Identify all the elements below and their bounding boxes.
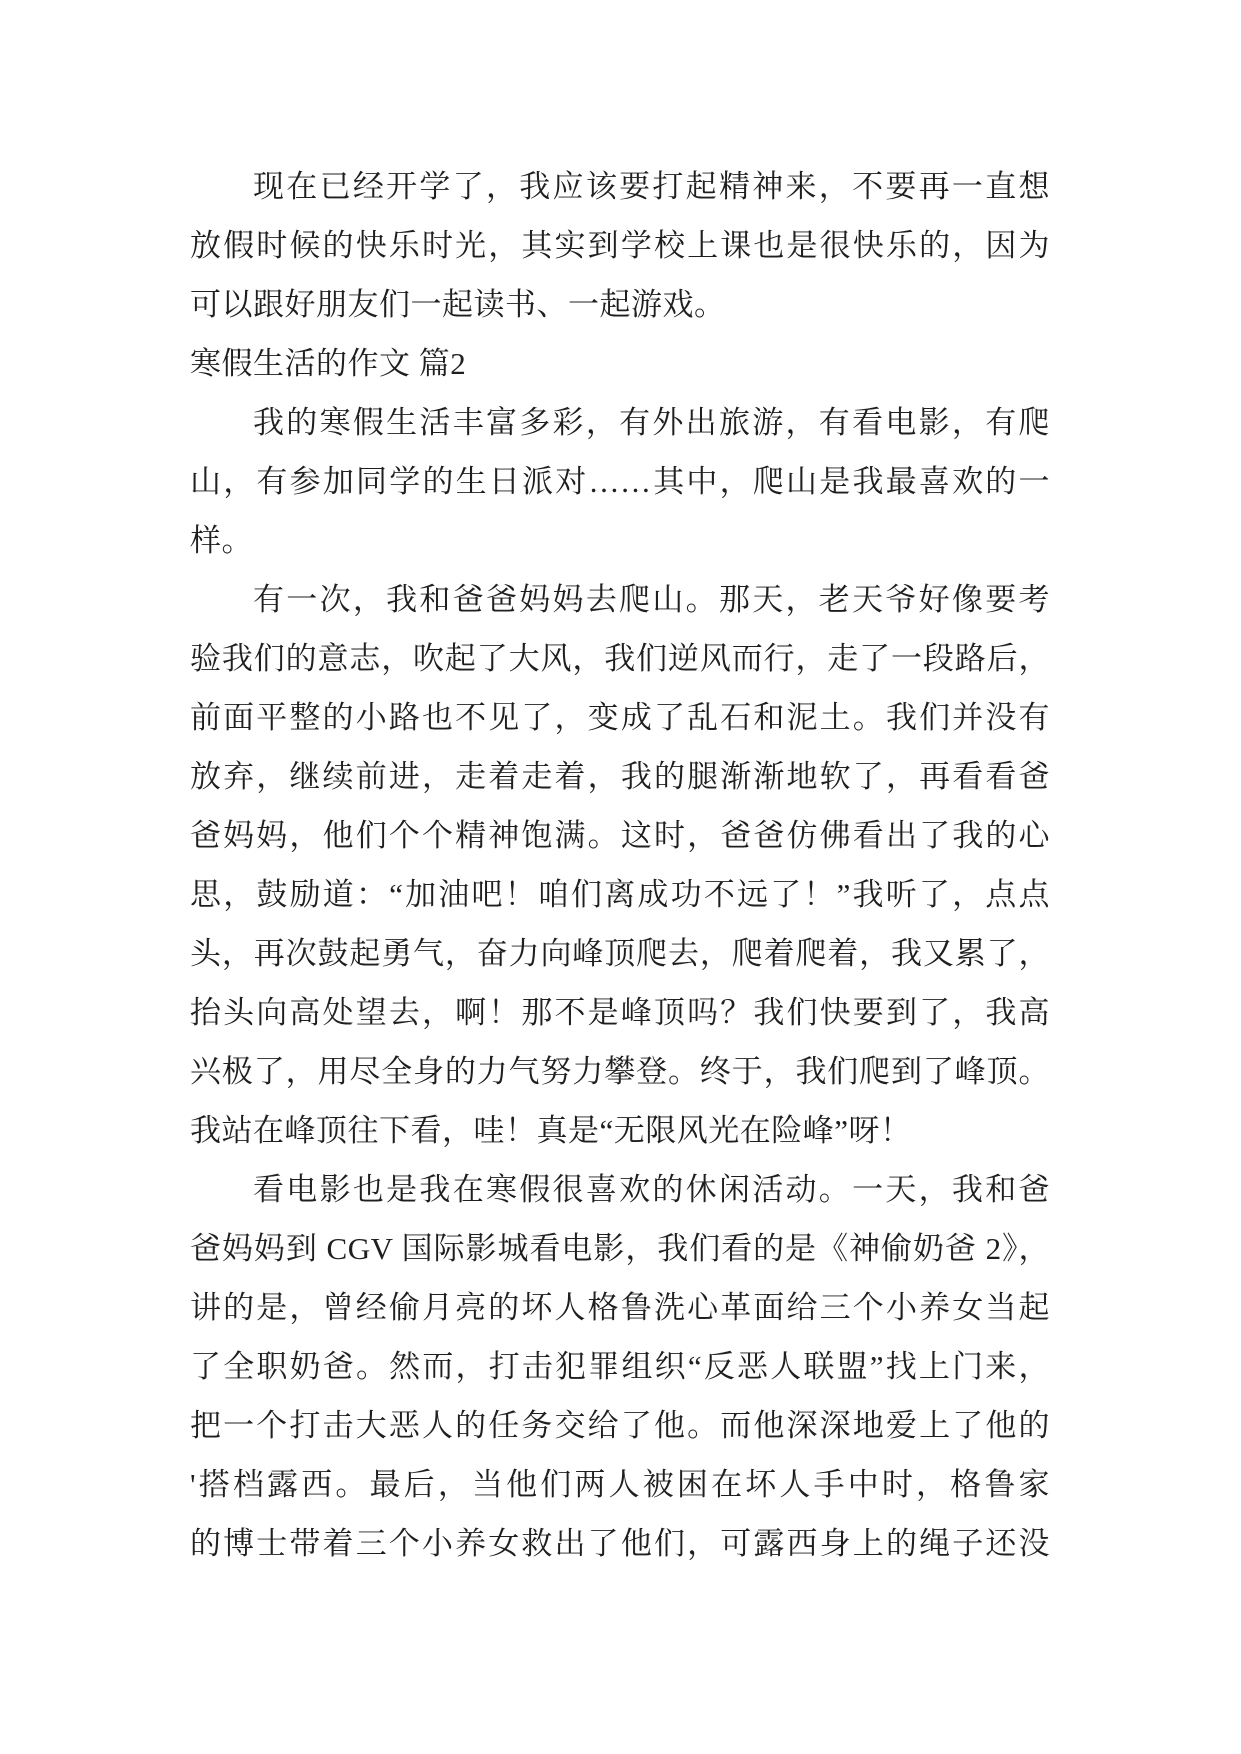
text-line: 前面平整的小路也不见了，变成了乱石和泥土。我们并没有 [190,700,1050,735]
text-line: 看电影也是我在寒假很喜欢的休闲活动。一天，我和爸 [253,1172,1050,1207]
text-line: 的博士带着三个小养女救出了他们，可露西身上的绳子还没 [190,1526,1050,1561]
text-line: 我站在峰顶往下看，哇！真是“无限风光在险峰”呀！ [190,1113,912,1148]
document-body [190,157,1050,1573]
text-line: 放假时候的快乐时光，其实到学校上课也是很快乐的，因为 [190,228,1050,263]
text-line: 可以跟好朋友们一起读书、一起游戏。 [190,287,726,322]
section-heading: 寒假生活的作文 篇2 [190,346,467,381]
text-line: 了全职奶爸。然而，打击犯罪组织“反恶人联盟”找上门来， [190,1349,1050,1384]
text-line: 兴极了，用尽全身的力气努力攀登。终于，我们爬到了峰顶。 [190,1054,1050,1089]
text-line: 抬头向高处望去，啊！那不是峰顶吗？我们快要到了，我高 [190,995,1050,1030]
text-line: 爸妈妈，他们个个精神饱满。这时，爸爸仿佛看出了我的心 [190,818,1050,853]
text-line: 讲的是，曾经偷月亮的坏人格鲁洗心革面给三个小养女当起 [190,1290,1050,1325]
text-line: 山，有参加同学的生日派对……其中，爬山是我最喜欢的一 [190,464,1050,499]
text-line: 把一个打击大恶人的任务交给了他。而他深深地爱上了他的 [190,1408,1050,1443]
text-line: 验我们的意志，吹起了大风，我们逆风而行，走了一段路后， [190,641,1050,676]
text-line: 头，再次鼓起勇气，奋力向峰顶爬去，爬着爬着，我又累了， [190,936,1050,971]
text-line: 样。 [190,523,253,558]
text-line: 现在已经开学了，我应该要打起精神来，不要再一直想 [253,169,1050,204]
text-line: 放弃，继续前进，走着走着，我的腿渐渐地软了，再看看爸 [190,759,1050,794]
text-line: '搭档露西。最后，当他们两人被困在坏人手中时，格鲁家 [190,1467,1050,1502]
text-line: 思，鼓励道：“加油吧！咱们离成功不远了！”我听了，点点 [190,877,1050,912]
text-line: 我的寒假生活丰富多彩，有外出旅游，有看电影，有爬 [253,405,1050,440]
text-line: 有一次，我和爸爸妈妈去爬山。那天，老天爷好像要考 [253,582,1050,617]
text-line: 爸妈妈到 CGV 国际影城看电影，我们看的是《神偷奶爸 2》， [190,1231,1050,1266]
